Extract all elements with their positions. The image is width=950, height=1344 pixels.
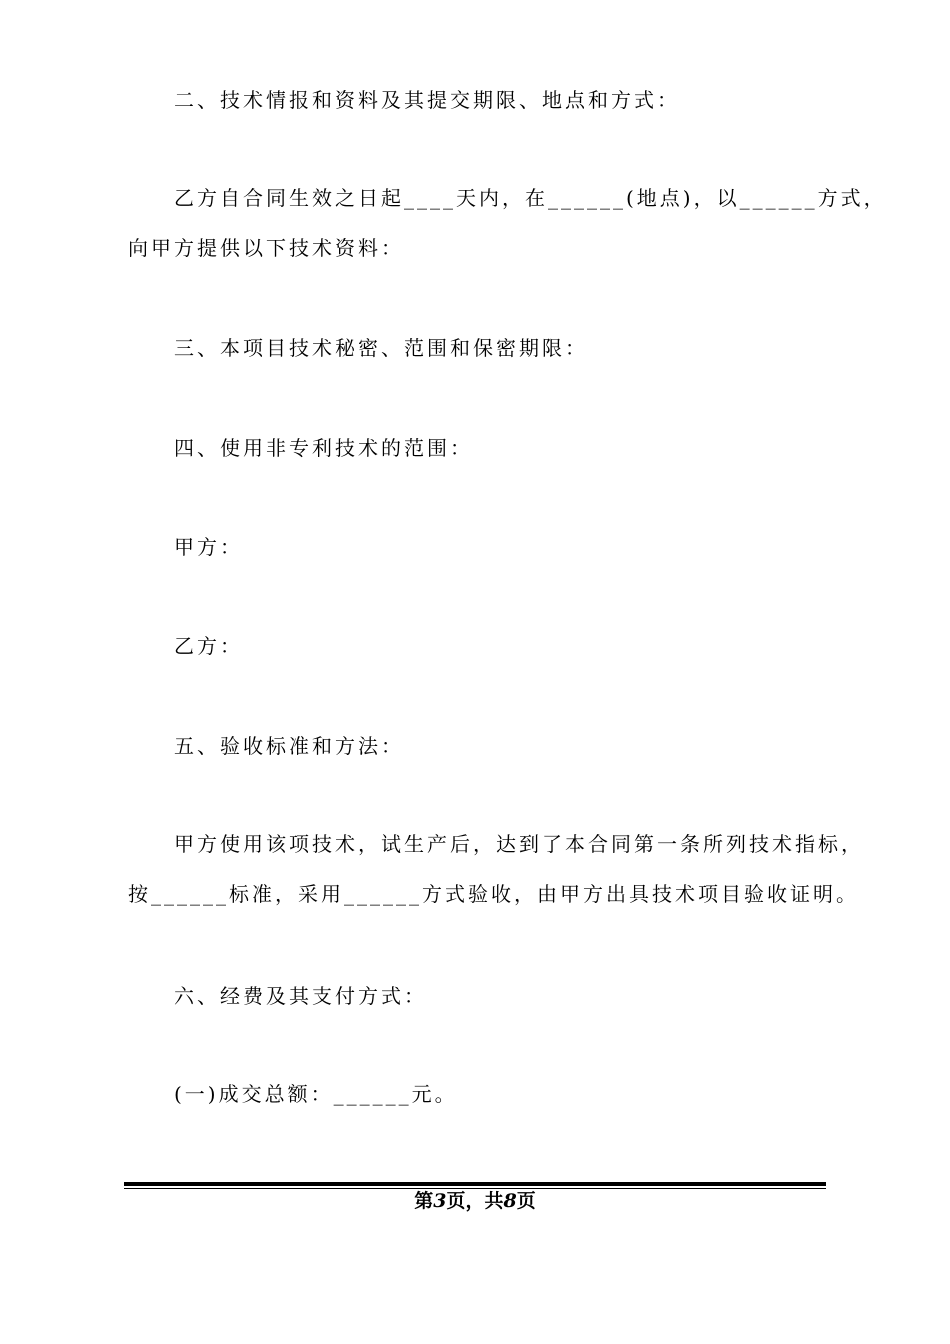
party-a-label: 甲方： — [174, 535, 243, 559]
section-6-heading: 六、经费及其支付方式： — [174, 984, 427, 1008]
total-page-number: 8 — [503, 1190, 517, 1212]
section-2-heading: 二、技术情报和资料及其提交期限、地点和方式： — [174, 88, 680, 112]
section-5-heading: 五、验收标准和方法： — [174, 734, 404, 758]
section-2-body-line-1: 乙方自合同生效之日起____天内，在______(地点)，以______方式， — [174, 186, 887, 210]
section-5-body-line-1: 甲方使用该项技术，试生产后，达到了本合同第一条所列技术指标， — [174, 832, 864, 856]
section-5-body-line-2: 按______标准，采用______方式验收，由甲方出具技术项目验收证明。 — [128, 882, 859, 906]
current-page-number: 3 — [433, 1190, 447, 1212]
party-b-label: 乙方： — [174, 634, 243, 658]
section-3-heading: 三、本项目技术秘密、范围和保密期限： — [174, 336, 588, 360]
footer-suffix: 页 — [516, 1190, 536, 1212]
footer-divider-thick — [124, 1182, 826, 1186]
page-number-footer — [0, 1188, 950, 1214]
footer-middle: 页，共 — [446, 1190, 504, 1212]
section-2-body-line-2: 向甲方提供以下技术资料： — [128, 236, 404, 260]
section-4-heading: 四、使用非专利技术的范围： — [174, 436, 473, 460]
footer-prefix: 第 — [414, 1190, 434, 1212]
section-6-item-1: (一)成交总额：______元。 — [174, 1082, 458, 1106]
